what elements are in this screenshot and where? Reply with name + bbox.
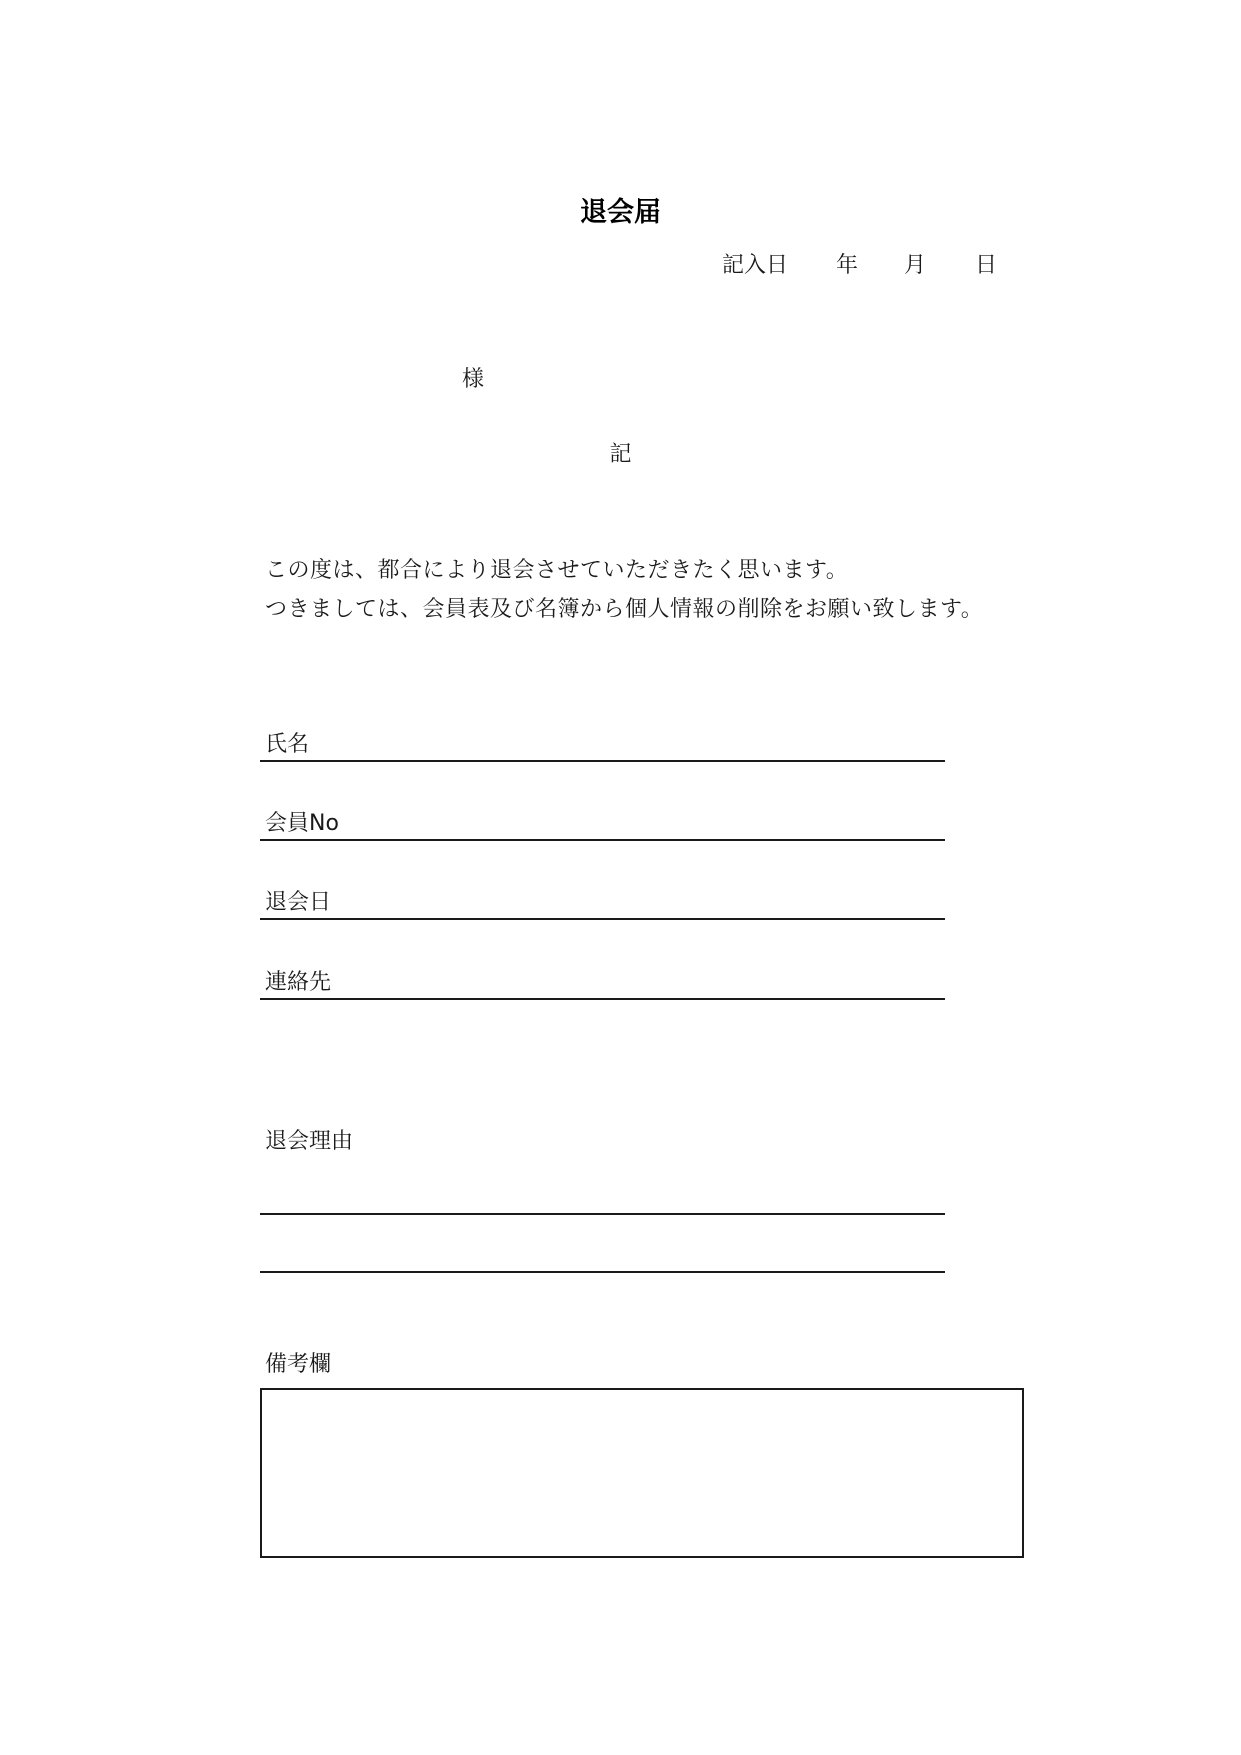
body-text-line-2: つきましては、会員表及び名簿から個人情報の削除をお願い致します。 xyxy=(265,597,984,622)
name-field-label: 氏名 xyxy=(265,732,310,757)
entry-date-month: 月 xyxy=(904,253,927,278)
withdraw-date-field-label: 退会日 xyxy=(265,890,332,915)
entry-date-label: 記入日 xyxy=(722,253,789,278)
reason-line-1[interactable] xyxy=(260,1213,945,1215)
contact-field-line[interactable] xyxy=(260,998,945,1000)
ki-heading: 記 xyxy=(609,442,632,467)
body-text-line-1: この度は、都合により退会させていただきたく思います。 xyxy=(265,558,849,583)
member-no-field-label: 会員No xyxy=(265,811,339,836)
addressee-honorific: 様 xyxy=(462,367,485,392)
member-no-field-line[interactable] xyxy=(260,839,945,841)
notes-box[interactable] xyxy=(260,1388,1024,1558)
entry-date-day: 日 xyxy=(975,253,998,278)
reason-label: 退会理由 xyxy=(265,1129,354,1154)
entry-date-year: 年 xyxy=(836,253,859,278)
name-field-line[interactable] xyxy=(260,760,945,762)
reason-line-2[interactable] xyxy=(260,1271,945,1273)
document-title: 退会届 xyxy=(580,197,661,228)
withdraw-date-field-line[interactable] xyxy=(260,918,945,920)
contact-field-label: 連絡先 xyxy=(265,970,332,995)
notes-label: 備考欄 xyxy=(265,1352,332,1377)
